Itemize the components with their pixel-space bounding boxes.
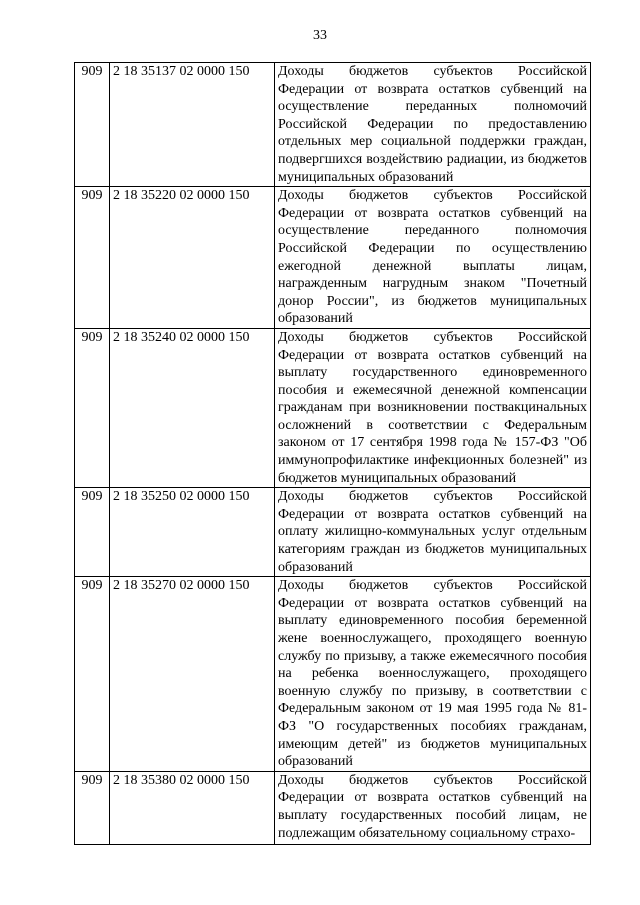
admin-code-cell: 909 (75, 771, 110, 844)
description-cell: Доходы бюджетов субъектов Российской Федерации от возврата остатков субвенций на оплату жилищно-коммунальных услуг отдельным категориям граждан из бюджетов муниципальных образований (275, 488, 591, 577)
admin-code-cell: 909 (75, 187, 110, 329)
description-cell: Доходы бюджетов субъектов Российской Федерации от возврата остатков субвенций на осуществление переданного полномочия Российской Федерации по осуществлению ежегодной денежной выплаты лицам, награжденным нагрудным знаком "Почетный донор России", из бюджетов муниципальных образований (275, 187, 591, 329)
description-cell: Доходы бюджетов субъектов Российской Федерации от возврата остатков субвенций на выплату единовременного пособия беременной жене военнослужащего, проходящего военную службу по призыву, а также ежемесячного пособия на ребенка военнослужащего, проходящего военную службу по призыву, в соответствии с Федеральным законом от 19 мая 1995 года № 81-ФЗ "О государственных пособиях гражданам, имеющим детей" из бюджетов муниципальных образований (275, 577, 591, 772)
budget-classification-table (74, 62, 591, 845)
table-row (75, 328, 591, 487)
table-row (75, 577, 591, 772)
table-row (75, 771, 591, 844)
budget-code-cell: 2 18 35250 02 0000 150 (110, 488, 275, 577)
budget-code-cell: 2 18 35240 02 0000 150 (110, 328, 275, 487)
budget-code-cell: 2 18 35270 02 0000 150 (110, 577, 275, 772)
admin-code-cell: 909 (75, 488, 110, 577)
table-row (75, 63, 591, 187)
description-cell: Доходы бюджетов субъектов Российской Федерации от возврата остатков субвенций на выплату государственного единовременного пособия и ежемесячной денежной компенсации гражданам при возникновении поствакцинальных осложнений в соответствии с Федеральным законом от 17 сентября 1998 года № 157-ФЗ "Об иммунопрофилактике инфекционных болезней" из бюджетов муниципальных образований (275, 328, 591, 487)
budget-code-cell: 2 18 35380 02 0000 150 (110, 771, 275, 844)
page-number: 33 (313, 28, 327, 43)
admin-code-cell: 909 (75, 577, 110, 772)
budget-code-cell: 2 18 35220 02 0000 150 (110, 187, 275, 329)
budget-code-cell: 2 18 35137 02 0000 150 (110, 63, 275, 187)
table-row (75, 488, 591, 577)
admin-code-cell: 909 (75, 328, 110, 487)
admin-code-cell: 909 (75, 63, 110, 187)
description-cell: Доходы бюджетов субъектов Российской Федерации от возврата остатков субвенций на осуществление переданных полномочий Российской Федерации по предоставлению отдельных мер социальной поддержки граждан, подвергшихся воздействию радиации, из бюджетов муниципальных образований (275, 63, 591, 187)
description-cell: Доходы бюджетов субъектов Российской Федерации от возврата остатков субвенций на выплату государственных пособий лицам, не подлежащим обязательному социальному страхо- (275, 771, 591, 844)
table-row (75, 187, 591, 329)
